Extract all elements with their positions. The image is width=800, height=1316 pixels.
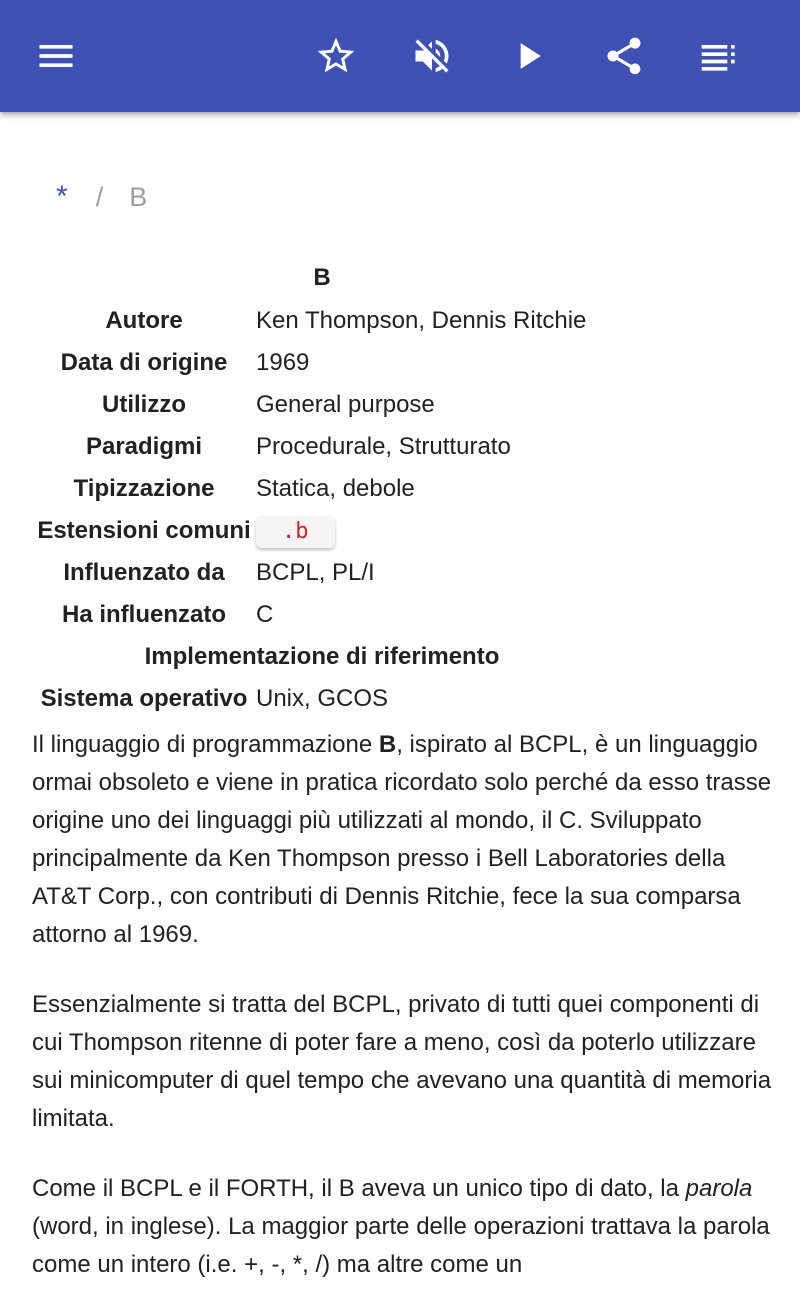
infobox-label: Estensioni comuni <box>37 517 251 544</box>
file-extension-code: .b <box>256 516 335 548</box>
infobox-value: 1969 <box>256 349 310 376</box>
infobox-value-wrap <box>256 510 335 552</box>
infobox-label: Tipizzazione <box>73 475 215 502</box>
infobox-value[interactable]: C <box>256 601 274 628</box>
infobox-row-sistema-operativo <box>32 678 732 720</box>
breadcrumb <box>56 180 147 214</box>
infobox-label: Ha influenzato <box>61 601 226 628</box>
infobox-label: Utilizzo <box>102 391 186 418</box>
share-button[interactable] <box>592 24 656 88</box>
infobox-label: Autore <box>105 307 183 334</box>
infobox-section-heading: Implementazione di riferimento <box>144 643 500 670</box>
breadcrumb-current: B <box>129 181 148 212</box>
infobox-row-tipizzazione <box>32 468 732 510</box>
infobox-value[interactable]: Procedurale, Strutturato <box>256 433 511 460</box>
play-button[interactable] <box>496 24 560 88</box>
article-paragraph <box>32 726 772 954</box>
infobox-value[interactable]: Ken Thompson, Dennis Ritchie <box>256 307 587 334</box>
infobox-row-autore <box>32 300 732 342</box>
infobox-label: Influenzato da <box>63 559 225 586</box>
infobox-row-influenzato-da <box>32 552 732 594</box>
paragraph-text: Il linguaggio di programmazione <box>32 731 379 758</box>
article-paragraph <box>32 1170 772 1284</box>
infobox-label: Data di origine <box>60 349 228 376</box>
article-paragraph: Essenzialmente si tratta del BCPL, privato di tutti quei componenti di cui Thompson ritenne di poter fare a meno, così da poterlo utilizzare sui minicomputer di quel tempo che avevano una quantità di memoria limitata. <box>32 991 772 1132</box>
infobox-caption: B <box>313 264 331 291</box>
infobox-value: General purpose <box>256 391 435 418</box>
app-bar <box>0 0 800 112</box>
breadcrumb-separator: / <box>95 181 104 212</box>
infobox-value[interactable]: Unix, GCOS <box>256 685 389 712</box>
infobox-value[interactable]: BCPL, PL/I <box>256 559 375 586</box>
bookmark-button[interactable] <box>304 24 368 88</box>
menu-button[interactable] <box>24 24 88 88</box>
article-body <box>32 726 772 1316</box>
mute-button[interactable] <box>400 24 464 88</box>
infobox-value[interactable]: Statica, debole <box>256 475 415 502</box>
play-icon <box>506 34 550 78</box>
share-icon <box>602 34 646 78</box>
paragraph-text: Come il BCPL e il FORTH, il B aveva un unico tipo di dato, la <box>32 1175 686 1202</box>
menu-icon <box>34 34 78 78</box>
infobox-row-paradigmi <box>32 426 732 468</box>
italic-term: parola <box>685 1175 753 1202</box>
paragraph-text: (word, in inglese). La maggior parte delle operazioni trattava la parola come un intero (i.e. +, -, *, /) ma altre come un <box>32 1213 770 1278</box>
infobox-row-utilizzo <box>32 384 732 426</box>
volume-off-icon <box>410 34 454 78</box>
infobox-row-estensioni <box>32 510 732 552</box>
infobox-label: Sistema operativo <box>40 685 248 712</box>
bold-term: B <box>378 731 397 758</box>
contents-button[interactable] <box>688 24 752 88</box>
breadcrumb-home-link[interactable]: * <box>56 180 68 213</box>
infobox-row-data-origine <box>32 342 732 384</box>
infobox-row-ha-influenzato <box>32 594 732 636</box>
playlist-icon <box>698 34 742 78</box>
star-outline-icon <box>314 34 358 78</box>
paragraph-text: , ispirato al BCPL, è un linguaggio ormai obsoleto e viene in pratica ricordato solo perché da esso trasse origine uno dei linguaggi più utilizzati al mondo, il C. Sviluppato principalmente da Ken Thompson presso i Bell Laboratories della AT&T Corp., con contributi di Dennis Ritchie, fece la sua comparsa attorno al 1969. <box>32 731 772 948</box>
infobox-label: Paradigmi <box>85 433 203 460</box>
